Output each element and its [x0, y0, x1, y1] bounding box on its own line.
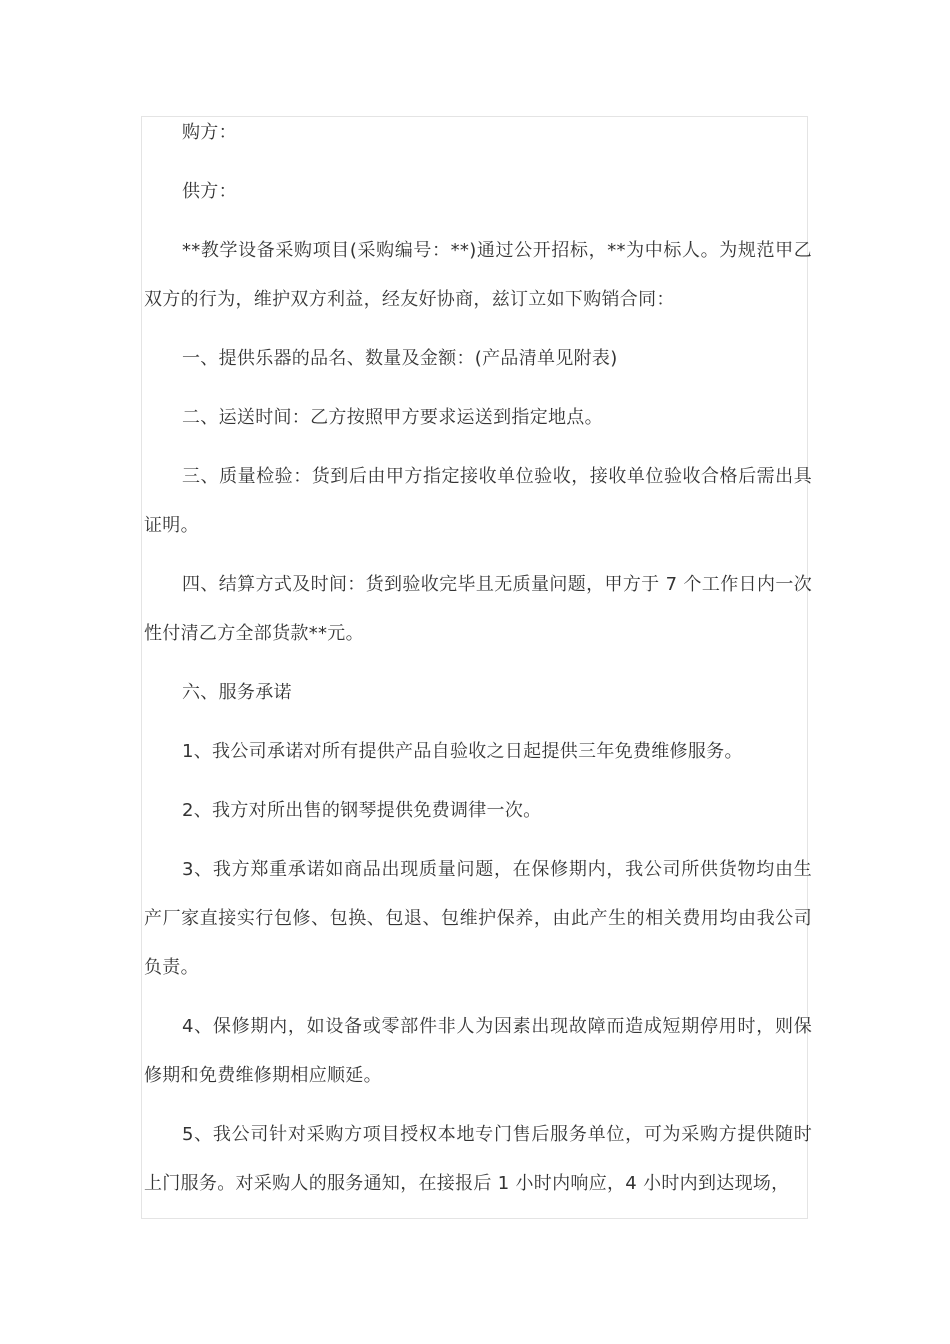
service-item-1: 1、我公司承诺对所有提供产品自验收之日起提供三年免费维修服务。 [182, 741, 743, 762]
intro-paragraph: **教学设备采购项目(采购编号：**)通过公开招标，**为中标人。为规范甲乙双方的行为，维护双方利益，经友好协商，兹订立如下购销合同： [144, 240, 812, 310]
section-service-commitment: 六、服务承诺 [182, 682, 292, 703]
clause-payment: 四、结算方式及时间：货到验收完毕且无质量问题，甲方于 7 个工作日内一次性付清乙方全部货款**元。 [144, 574, 812, 644]
clause-product-list: 一、提供乐器的品名、数量及金额：(产品清单见附表) [182, 348, 618, 369]
contract-body [144, 108, 812, 1218]
supplier-line: 供方： [182, 181, 237, 202]
service-item-4: 4、保修期内，如设备或零部件非人为因素出现故障而造成短期停用时，则保修期和免费维修期相应顺延。 [144, 1016, 812, 1086]
service-item-3: 3、我方郑重承诺如商品出现质量问题，在保修期内，我公司所供货物均由生产厂家直接实行包修、包换、包退、包维护保养，由此产生的相关费用均由我公司负责。 [144, 859, 812, 978]
clause-delivery-time: 二、运送时间：乙方按照甲方要求运送到指定地点。 [182, 407, 603, 428]
clause-quality-inspection: 三、质量检验：货到后由甲方指定接收单位验收，接收单位验收合格后需出具证明。 [144, 466, 812, 536]
service-item-2: 2、我方对所出售的钢琴提供免费调律一次。 [182, 800, 542, 821]
buyer-line: 购方： [182, 122, 237, 143]
service-item-5: 5、我公司针对采购方项目授权本地专门售后服务单位，可为采购方提供随时上门服务。对采购人的服务通知，在接报后 1 小时内响应，4 小时内到达现场， [144, 1124, 812, 1194]
